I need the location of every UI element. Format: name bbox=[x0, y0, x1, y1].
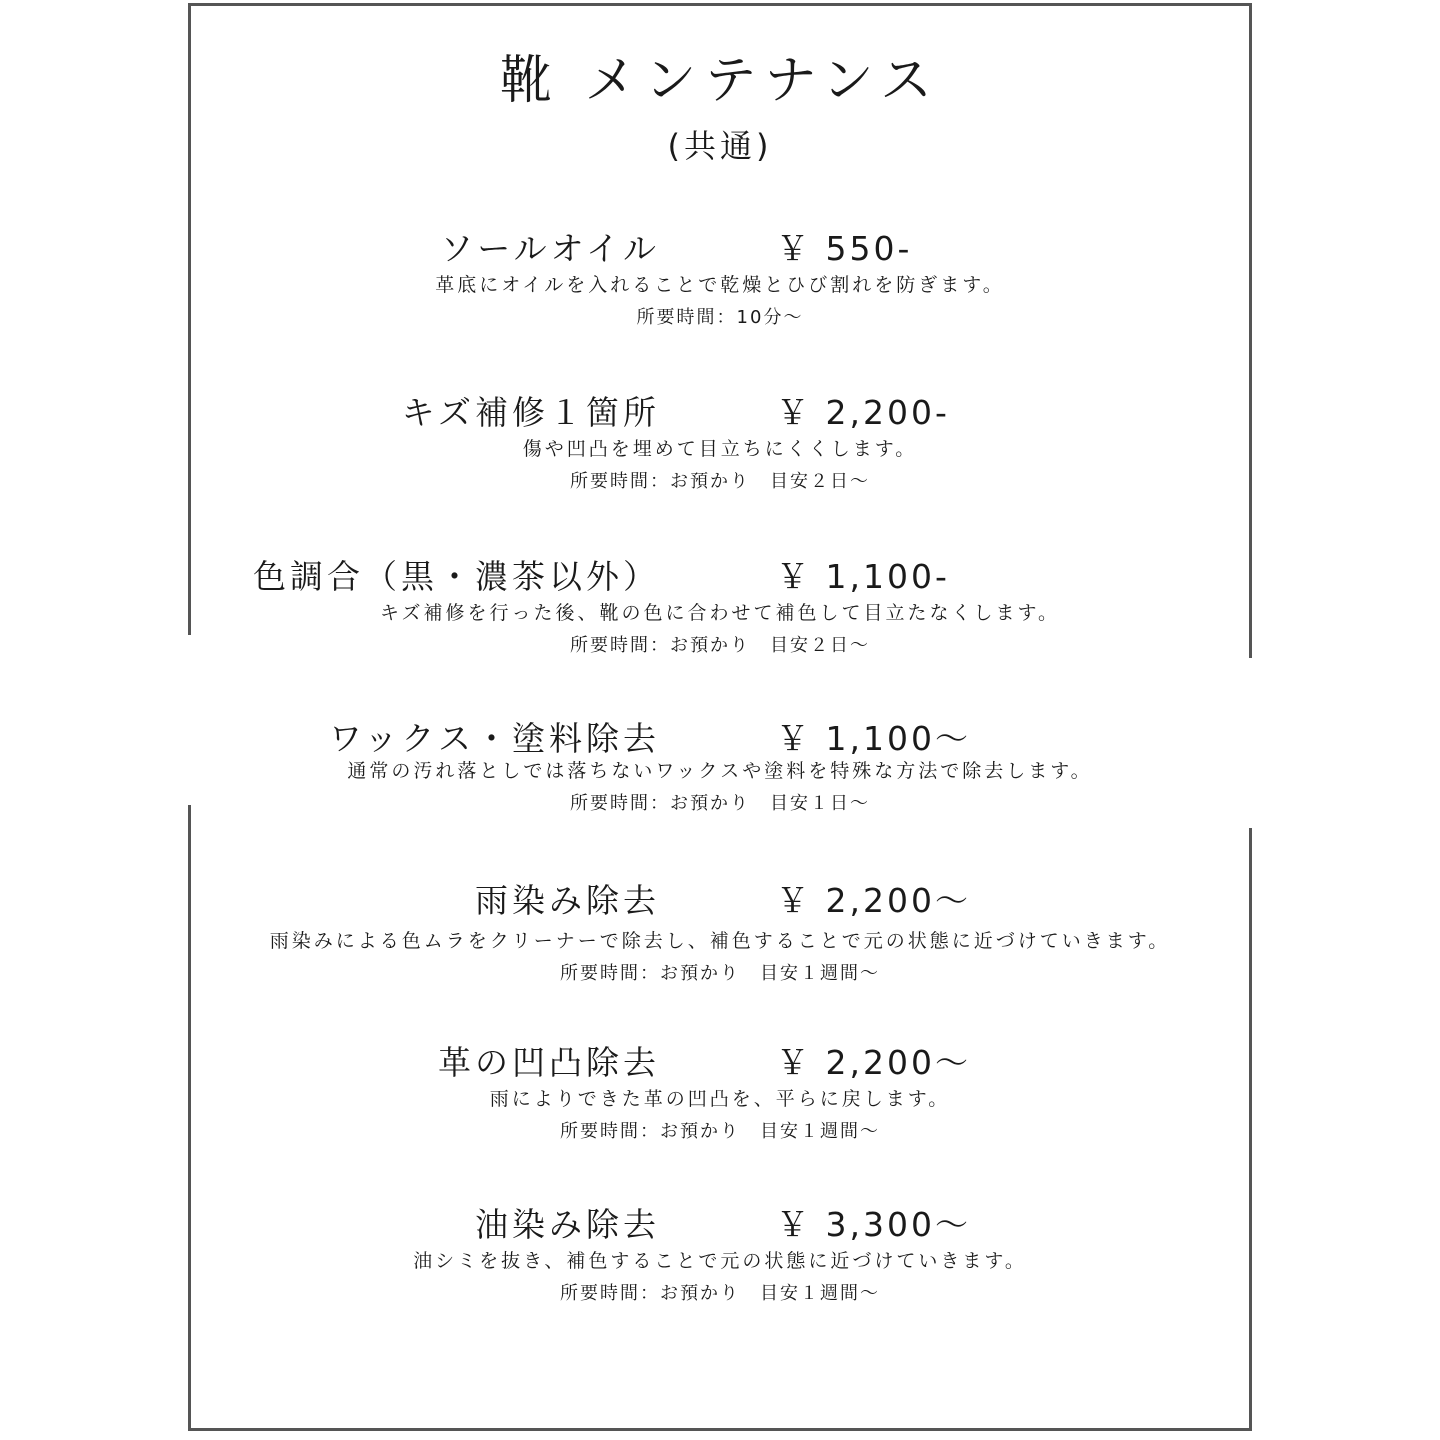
item-name: 色調合（黒・濃茶以外） bbox=[253, 557, 660, 596]
item-time: 所要時間：10分～ bbox=[636, 307, 804, 328]
item-time: 所要時間：お預かり 目安２日～ bbox=[570, 471, 870, 492]
item-time: 所要時間：お預かり 目安１週間～ bbox=[560, 1283, 880, 1304]
item-name: 革の凹凸除去 bbox=[438, 1043, 660, 1082]
item-description: 雨によりできた革の凹凸を、平らに戻します。 bbox=[489, 1088, 951, 1110]
item-description: キズ補修を行った後、靴の色に合わせて補色して目立たなくします。 bbox=[379, 602, 1061, 624]
item-price: ￥ 2,200～ bbox=[776, 1043, 971, 1082]
item-price: ￥ 550- bbox=[776, 229, 913, 268]
item-time: 所要時間：お預かり 目安１日～ bbox=[570, 793, 870, 814]
item-name: ソールオイル bbox=[440, 229, 660, 268]
frame-top-line bbox=[188, 3, 1252, 6]
page-title: 靴 メンテナンス bbox=[499, 51, 941, 111]
item-price: ￥ 3,300～ bbox=[776, 1205, 971, 1244]
item-price: ￥ 2,200- bbox=[776, 393, 950, 432]
item-price: ￥ 1,100- bbox=[776, 557, 950, 596]
item-name: 雨染み除去 bbox=[475, 881, 660, 920]
item-time: 所要時間：お預かり 目安１週間～ bbox=[560, 1121, 880, 1142]
item-description: 傷や凹凸を埋めて目立ちにくくします。 bbox=[522, 438, 918, 460]
frame-bottom-line bbox=[188, 1428, 1252, 1431]
item-name: 油染み除去 bbox=[475, 1205, 660, 1244]
item-time: 所要時間：お預かり 目安１週間～ bbox=[560, 963, 880, 984]
item-time: 所要時間：お預かり 目安２日～ bbox=[570, 635, 870, 656]
item-description: 通常の汚れ落としでは落ちないワックスや塗料を特殊な方法で除去します。 bbox=[347, 760, 1093, 782]
item-description: 油シミを抜き、補色することで元の状態に近づけていきます。 bbox=[413, 1250, 1027, 1272]
item-price: ￥ 1,100～ bbox=[776, 719, 971, 758]
item-price: ￥ 2,200～ bbox=[776, 881, 971, 920]
item-description: 革底にオイルを入れることで乾燥とひび割れを防ぎます。 bbox=[435, 274, 1005, 296]
page-subtitle: (共通) bbox=[667, 127, 773, 165]
item-name: ワックス・塗料除去 bbox=[328, 719, 660, 758]
item-name: キズ補修１箇所 bbox=[401, 393, 660, 432]
frame-left-line-lower bbox=[188, 805, 191, 1431]
item-description: 雨染みによる色ムラをクリーナーで除去し、補色することで元の状態に近づけていきます。 bbox=[269, 930, 1171, 952]
